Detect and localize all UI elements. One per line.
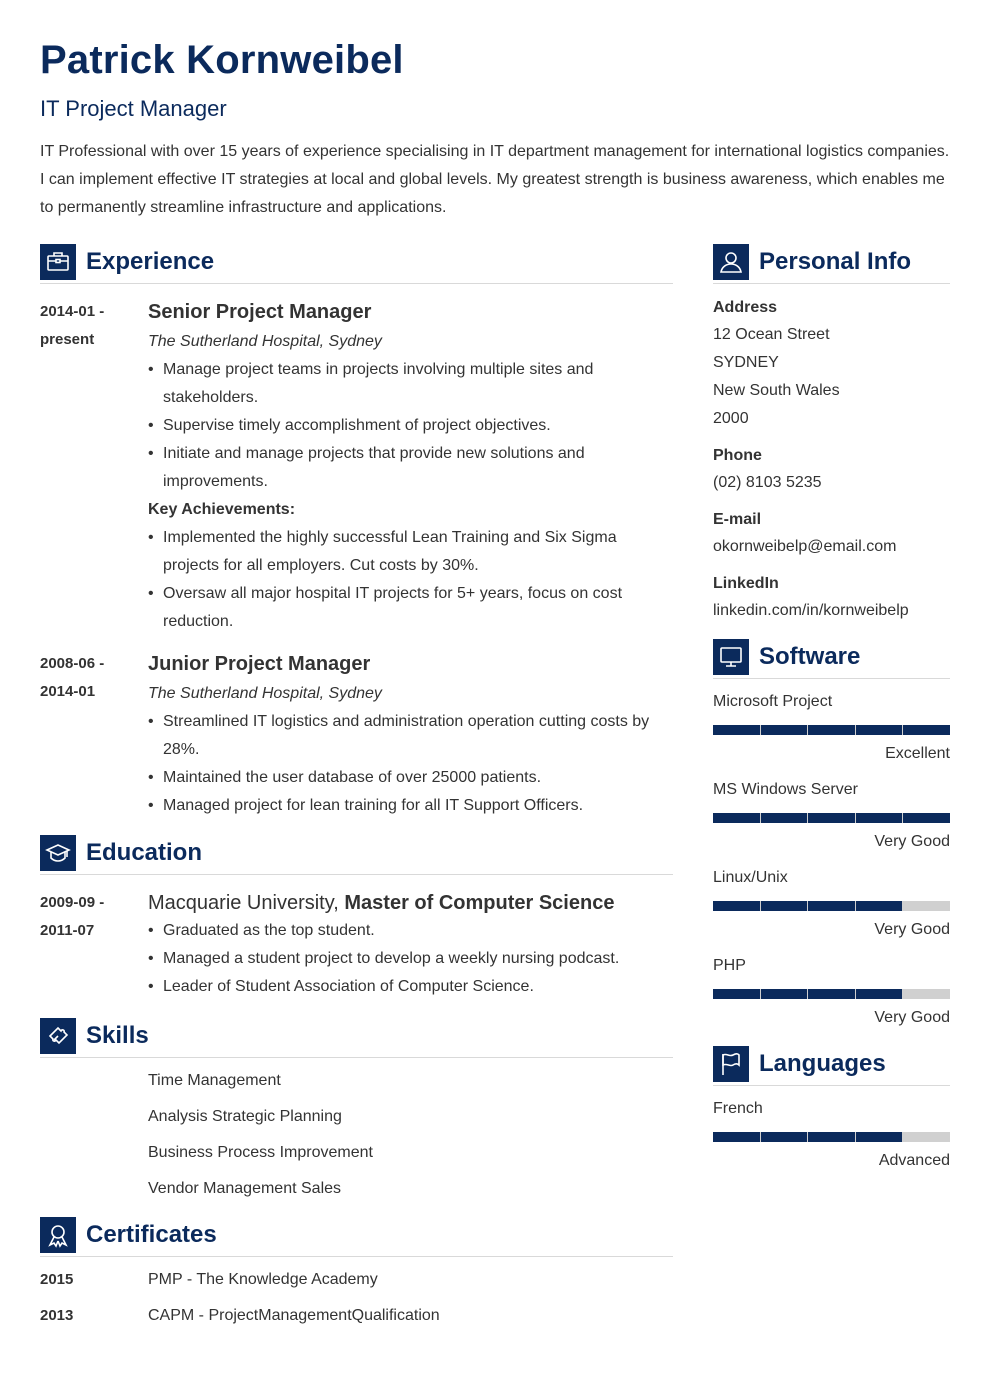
- achievements-list: [148, 524, 673, 636]
- phone-value: (02) 8103 5235: [713, 474, 822, 491]
- entry-date: 2009-09 - 2011-07: [40, 894, 105, 939]
- address-line: SYDNEY: [713, 354, 779, 371]
- skill-item: Analysis Strategic Planning: [148, 1108, 342, 1125]
- rating-segment: [761, 813, 808, 823]
- skills-section-header: [40, 1014, 673, 1058]
- rating-bar: [713, 989, 950, 999]
- education-heading: Education: [86, 838, 203, 866]
- rating-bar: [713, 813, 950, 823]
- experience-heading: Experience: [86, 247, 215, 275]
- rating-segment: [761, 725, 808, 735]
- rating-segment: [856, 901, 903, 911]
- rating-segment: [903, 725, 950, 735]
- language-level: Advanced: [878, 1152, 950, 1169]
- education-list: [148, 917, 673, 1001]
- entry-date: 2014-01 - present: [40, 303, 105, 348]
- responsibilities-list: [148, 356, 673, 496]
- software-heading: Software: [759, 642, 861, 670]
- list-item: • Manage project teams in projects involving multiple sites and stakeholders.: [148, 356, 673, 412]
- email-label: E-mail: [713, 511, 762, 528]
- rating-segment: [808, 1132, 855, 1142]
- graduation-cap-icon: [40, 835, 76, 871]
- rating-segment: [808, 725, 855, 735]
- rating-segment: [761, 989, 808, 999]
- position-title: Senior Project Manager: [148, 301, 372, 323]
- skill-item: Time Management: [148, 1072, 281, 1089]
- rating-segment: [761, 901, 808, 911]
- software-level: Very Good: [874, 1009, 950, 1026]
- linkedin-label: LinkedIn: [713, 575, 779, 592]
- certificates-heading: Certificates: [86, 1220, 217, 1248]
- rating-segment: [903, 989, 950, 999]
- languages-section-header: [713, 1042, 950, 1086]
- entry-date: 2008-06 - 2014-01: [40, 655, 105, 700]
- language-name: French: [713, 1100, 763, 1117]
- software-name: PHP: [713, 957, 746, 974]
- software-section-header: [713, 635, 950, 679]
- education-title: [148, 889, 673, 917]
- address-line: 12 Ocean Street: [713, 326, 830, 343]
- personal-info-section-header: [713, 240, 950, 284]
- certificate-name: PMP - The Knowledge Academy: [148, 1271, 378, 1288]
- rating-bar: [713, 1132, 950, 1142]
- company-name: The Sutherland Hospital, Sydney: [148, 685, 382, 702]
- rating-segment: [713, 813, 760, 823]
- rating-segment: [808, 813, 855, 823]
- profile-summary: IT Professional with over 15 years of experience specialising in IT department management for international logistics companies. I can implement effective IT strategies at local and global levels. My greatest strength is business awareness, which enables me to permanently streamline infrastructure and applications.: [40, 143, 950, 216]
- software-level: Very Good: [874, 921, 950, 938]
- list-item: • Implemented the highly successful Lean Training and Six Sigma projects for all employers. Cut costs by 30%.: [148, 524, 673, 580]
- education-section-header: [40, 831, 673, 875]
- company-name: The Sutherland Hospital, Sydney: [148, 333, 382, 350]
- responsibilities-list: [148, 708, 673, 820]
- rating-bar: [713, 901, 950, 911]
- user-icon: [713, 244, 749, 280]
- achievements-label: Key Achievements:: [148, 501, 296, 518]
- list-item: • Initiate and manage projects that provide new solutions and improvements.: [148, 440, 673, 496]
- candidate-name: Patrick Kornweibel: [40, 38, 404, 82]
- rating-segment: [761, 1132, 808, 1142]
- rating-segment: [856, 989, 903, 999]
- list-item: • Managed a student project to develop a weekly nursing podcast.: [148, 945, 673, 973]
- experience-section-header: [40, 240, 673, 284]
- rating-bar: [713, 725, 950, 735]
- address-line: New South Wales: [713, 382, 840, 399]
- skill-item: Business Process Improvement: [148, 1144, 373, 1161]
- list-item: • Leader of Student Association of Computer Science.: [148, 973, 673, 1001]
- rating-segment: [856, 725, 903, 735]
- certificate-name: CAPM - ProjectManagementQualification: [148, 1307, 440, 1324]
- linkedin-value: linkedin.com/in/kornweibelp: [713, 602, 909, 619]
- rating-segment: [856, 1132, 903, 1142]
- email-value: okornweibelp@email.com: [713, 538, 897, 555]
- school-name: Macquarie University,: [148, 892, 339, 914]
- rating-segment: [808, 901, 855, 911]
- skill-item: Vendor Management Sales: [148, 1180, 342, 1197]
- rating-segment: [856, 813, 903, 823]
- rating-segment: [713, 901, 760, 911]
- rating-segment: [713, 989, 760, 999]
- list-item: • Maintained the user database of over 25000 patients.: [148, 764, 673, 792]
- skills-heading: Skills: [86, 1021, 149, 1049]
- briefcase-icon: [40, 244, 76, 280]
- rating-segment: [903, 813, 950, 823]
- puzzle-icon: [40, 1018, 76, 1054]
- software-level: Very Good: [874, 833, 950, 850]
- list-item: • Graduated as the top student.: [148, 917, 673, 945]
- software-level: Excellent: [885, 745, 950, 762]
- rating-segment: [808, 989, 855, 999]
- award-ribbon-icon: [40, 1217, 76, 1253]
- address-label: Address: [713, 299, 778, 316]
- software-name: Linux/Unix: [713, 869, 788, 886]
- list-item: • Oversaw all major hospital IT projects for 5+ years, focus on cost reduction.: [148, 580, 673, 636]
- rating-segment: [713, 725, 760, 735]
- certificate-year: 2013: [40, 1307, 74, 1324]
- languages-heading: Languages: [759, 1049, 886, 1077]
- position-title: Junior Project Manager: [148, 653, 371, 675]
- flag-icon: [713, 1046, 749, 1082]
- personal-info-heading: Personal Info: [759, 247, 912, 275]
- software-name: Microsoft Project: [713, 693, 833, 710]
- certificate-year: 2015: [40, 1271, 74, 1288]
- rating-segment: [903, 901, 950, 911]
- list-item: • Streamlined IT logistics and administration operation cutting costs by 28%.: [148, 708, 673, 764]
- address-line: 2000: [713, 410, 749, 427]
- software-name: MS Windows Server: [713, 781, 858, 798]
- degree-name: Master of Computer Science: [344, 892, 615, 914]
- rating-segment: [903, 1132, 950, 1142]
- job-title: IT Project Manager: [40, 96, 227, 121]
- rating-segment: [713, 1132, 760, 1142]
- list-item: • Supervise timely accomplishment of project objectives.: [148, 412, 673, 440]
- certificates-section-header: [40, 1213, 673, 1257]
- monitor-icon: [713, 639, 749, 675]
- list-item: • Managed project for lean training for all IT Support Officers.: [148, 792, 673, 820]
- phone-label: Phone: [713, 447, 762, 464]
